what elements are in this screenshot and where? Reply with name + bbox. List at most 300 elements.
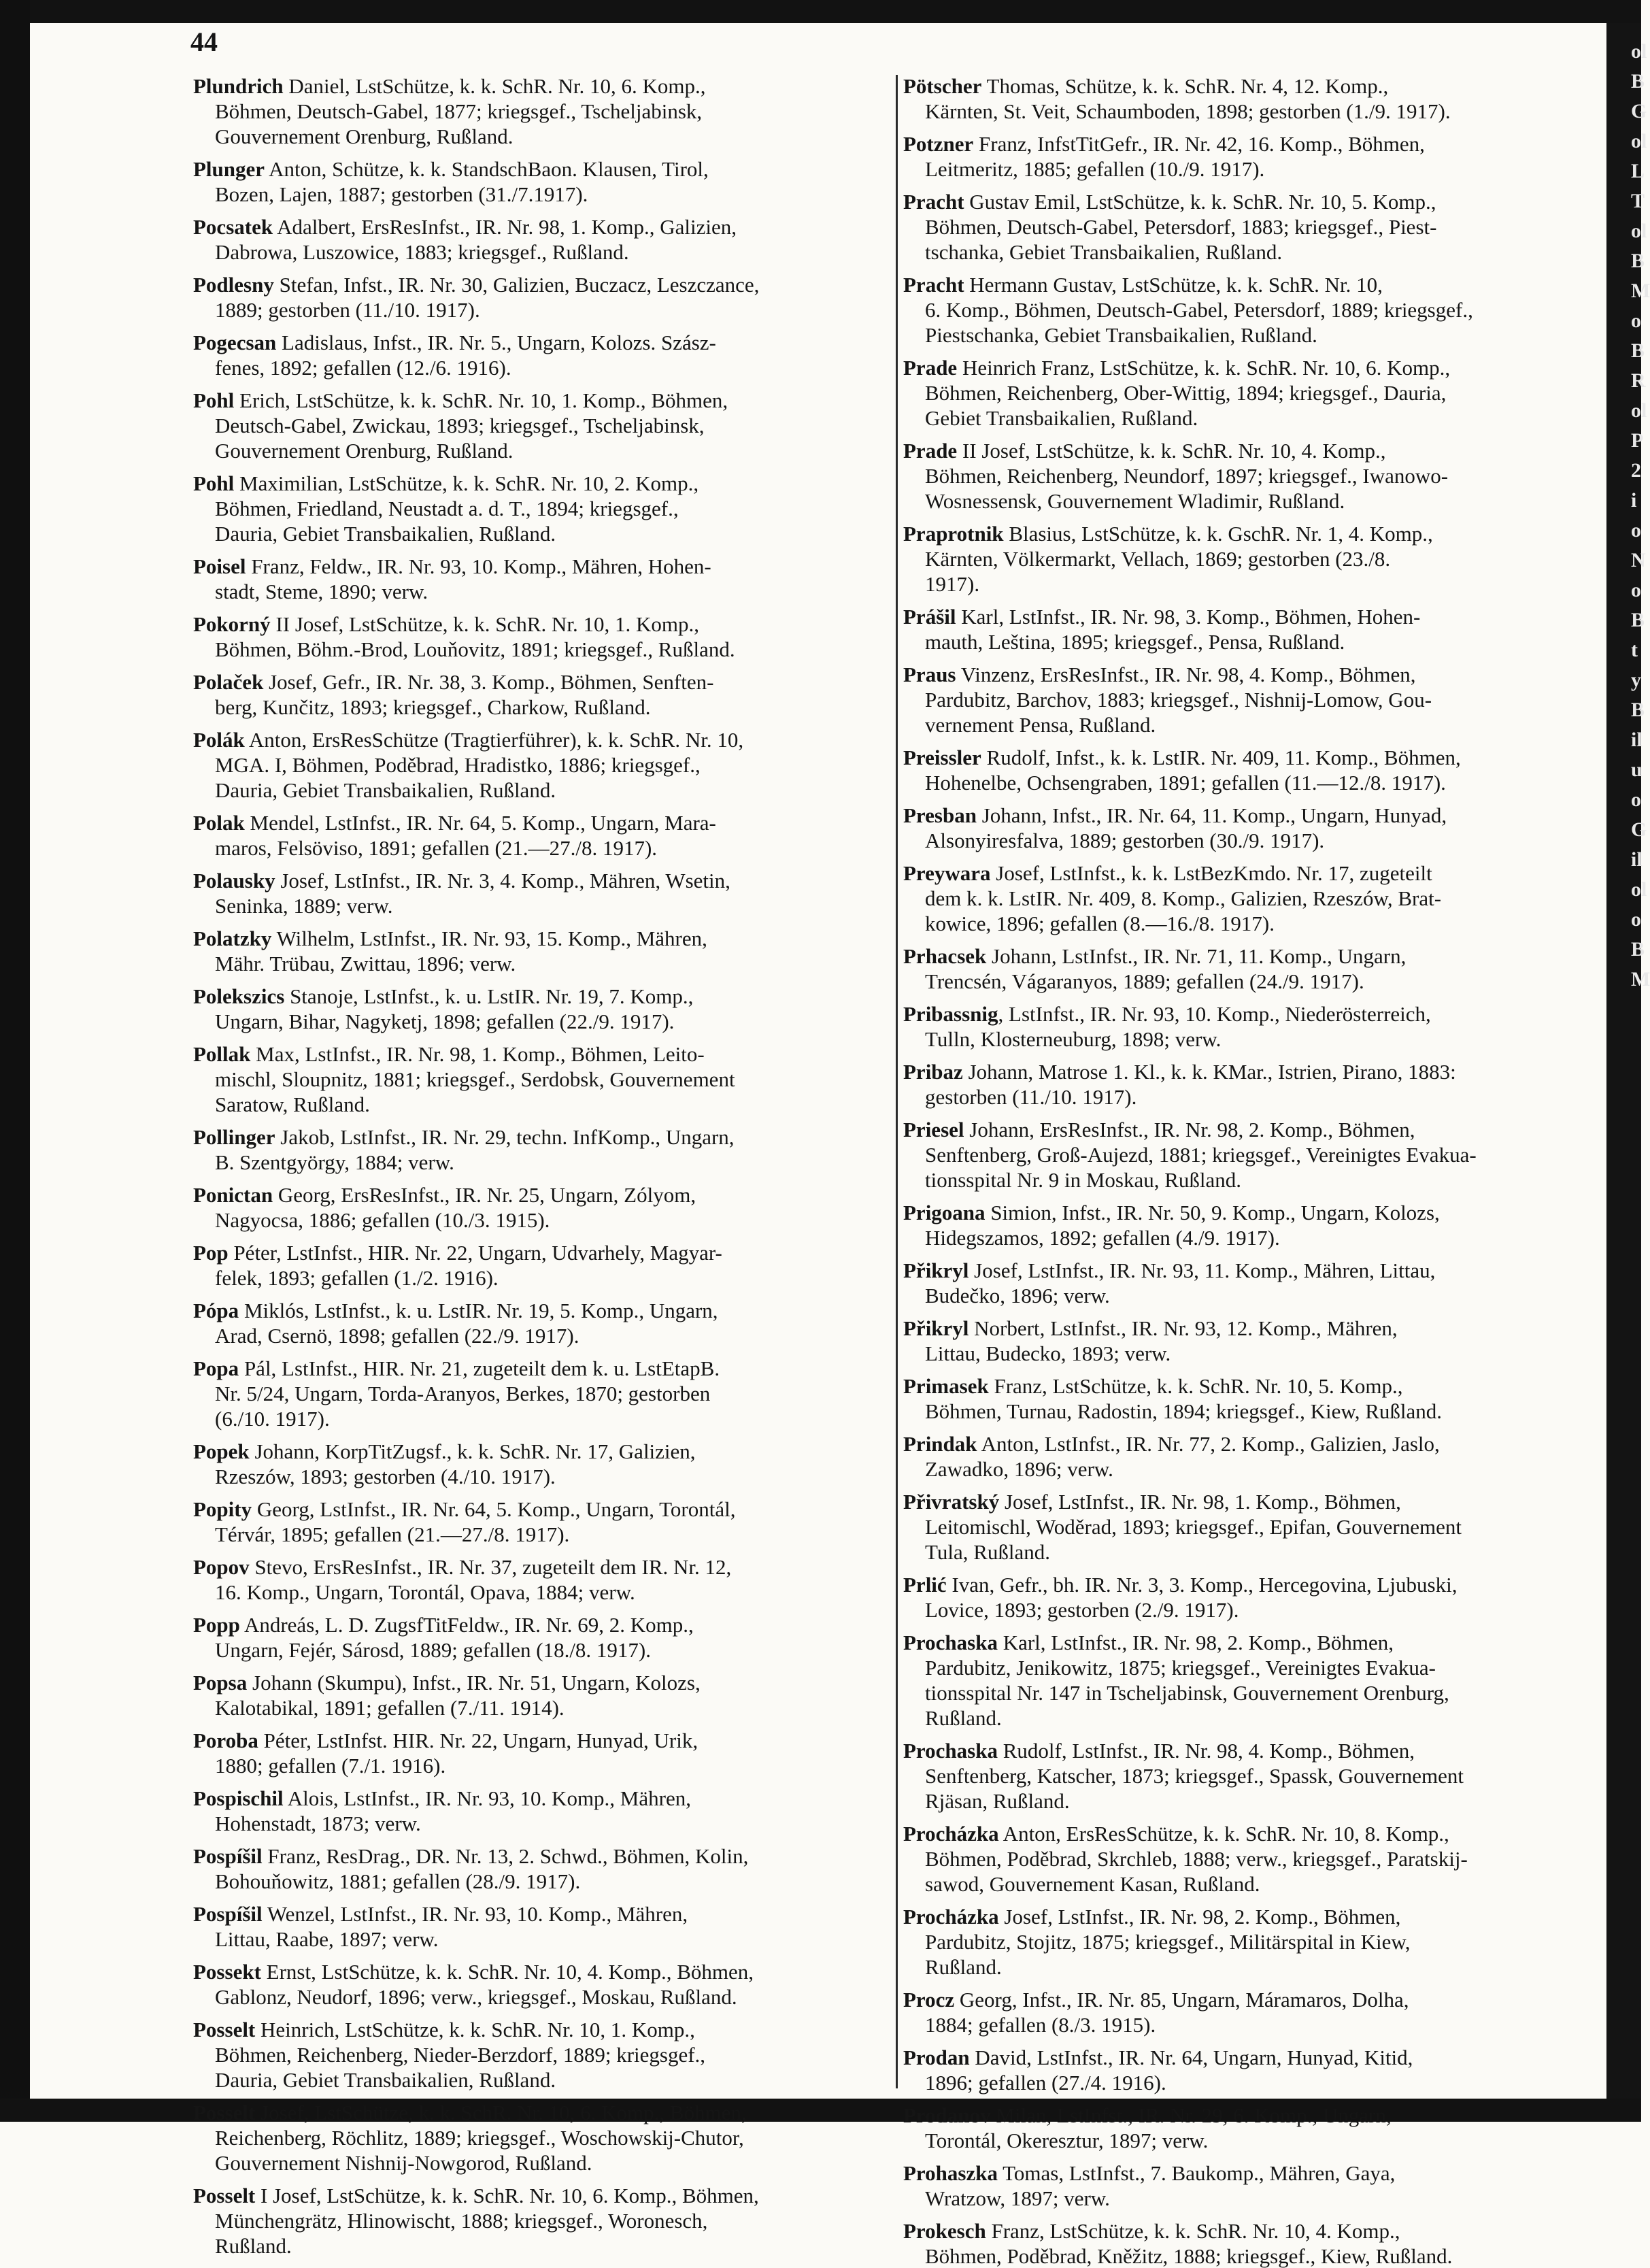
entry-text: Rzeszów, 1893; gestorben (4./10. 1917). — [215, 1465, 556, 1488]
entry-text: Bozen, Lajen, 1887; gestorben (31./7.1917). — [215, 182, 588, 206]
entry-continuation-line — [925, 216, 1600, 239]
entry-surname: Podlesny — [193, 273, 274, 297]
entry-surname: Preywara — [903, 861, 991, 885]
entry-surname: Potzner — [903, 132, 974, 156]
entry-text: Pardubitz, Barchov, 1883; kriegsgef., Nishnij-Lomow, Gou- — [925, 688, 1432, 712]
entry-text: Kalotabikal, 1891; gefallen (7./11. 1914). — [215, 1696, 565, 1720]
entry-surname: Prodan — [903, 2046, 970, 2069]
entry-continuation-line — [215, 2209, 890, 2233]
entry-text: Gablonz, Neudorf, 1896; verw., kriegsgef., Moskau, Rußland. — [215, 1985, 737, 2009]
entry-first-line — [903, 663, 1600, 686]
entry-continuation-line — [925, 631, 1600, 654]
entry-text: 16. Komp., Ungarn, Torontál, Opava, 1884; verw. — [215, 1580, 635, 1604]
entry-text: Ernst, LstSchütze, k. k. SchR. Nr. 10, 4. Komp., Böhmen, — [260, 1960, 754, 1984]
entry-surname: Preissler — [903, 746, 981, 769]
entry-text: Josef, LstSchütze, k. k. SchR. Nr. 10, 6. Komp., Böhmen, — [255, 2101, 747, 2124]
margin-fragment: o — [1631, 579, 1641, 601]
entry-continuation-line — [215, 2069, 890, 2092]
entry-first-line — [193, 1241, 890, 1265]
entry-surname: Popsa — [193, 1671, 248, 1695]
entry-continuation-line — [215, 1324, 890, 1348]
margin-fragment: u — [1631, 758, 1643, 781]
entry-surname: Poisel — [193, 554, 246, 578]
entry-continuation-line — [215, 1068, 890, 1091]
entry-first-line — [193, 613, 890, 636]
entry-surname: Posselt — [193, 2018, 256, 2041]
entry-text: Tula, Rußland. — [925, 1540, 1051, 1564]
entry-surname: Pópa — [193, 1299, 239, 1322]
entry-text: Nr. 5/24, Ungarn, Torda-Aranyos, Berkes, 1870; gestorben — [215, 1382, 711, 1405]
entry-text: 1889; gestorben (11./10. 1917). — [215, 298, 480, 322]
entry-continuation-line — [925, 2071, 1600, 2095]
margin-fragment: il — [1631, 729, 1643, 751]
entry-text: Rußland. — [925, 1955, 1002, 1979]
entry-text: tionsspital Nr. 147 in Tscheljabinsk, Gouvernement Orenburg, — [925, 1681, 1449, 1705]
entry-surname: Primasek — [903, 1374, 989, 1398]
entry-text: Budečko, 1896; verw. — [925, 1284, 1110, 1307]
margin-fragment: G — [1631, 100, 1647, 122]
entry-text: 1917). — [925, 572, 980, 596]
entry-text: Seninka, 1889; verw. — [215, 894, 393, 918]
entry-continuation-line — [925, 548, 1600, 571]
entry-surname: Přivratský — [903, 1490, 1000, 1514]
entry-text: Rußland. — [215, 2234, 292, 2258]
entry-continuation-line — [925, 158, 1600, 181]
entry-continuation-line — [215, 241, 890, 264]
entry-text: Johann, LstInfst., IR. Nr. 71, 11. Komp., Ungarn, — [986, 944, 1407, 968]
entry-text: Böhmen, Turnau, Radostin, 1894; kriegsgef., Kiew, Rußland. — [925, 1399, 1443, 1423]
margin-fragment: o — [1631, 310, 1641, 332]
entry-surname: Praprotnik — [903, 522, 1004, 546]
entry-continuation-line — [215, 1151, 890, 1174]
entry-first-line — [903, 1201, 1600, 1224]
entry-text: Gouvernement Orenburg, Rußland. — [215, 439, 513, 463]
entry-text: Miklós, LstInfst., k. u. LstIR. Nr. 19, 5. Komp., Ungarn, — [239, 1299, 718, 1322]
entry-surname: Prhacsek — [903, 944, 987, 968]
entry-continuation-line — [215, 1581, 890, 1604]
entry-continuation-line — [215, 2044, 890, 2067]
entry-text: Jakob, LstInfst., IR. Nr. 29, techn. InfKomp., Ungarn, — [275, 1125, 735, 1149]
entry-continuation-line — [215, 125, 890, 148]
entry-surname: Presban — [903, 803, 977, 827]
entry-text: berg, Kunčitz, 1893; kriegsgef., Charkow, Rußland. — [215, 695, 651, 719]
entry-first-line — [193, 1614, 890, 1637]
entry-surname: Prášil — [903, 605, 956, 629]
entry-text: , LstInfst., IR. Nr. 93, 10. Komp., Niederösterreich, — [998, 1002, 1431, 1026]
entry-continuation-line — [925, 688, 1600, 712]
entry-continuation-line — [215, 2127, 890, 2150]
entry-text: Böhmen, Poděbrad, Skrchleb, 1888; verw., kriegsgef., Paratskij- — [925, 1847, 1468, 1871]
entry-continuation-line — [925, 324, 1600, 347]
entry-text: II Josef, LstSchütze, k. k. SchR. Nr. 10, 4. Komp., — [957, 439, 1386, 463]
entry-text: Piestschanka, Gebiet Transbaikalien, Rußland. — [925, 323, 1317, 347]
margin-fragment: B — [1631, 609, 1645, 631]
entry-continuation-line — [925, 2245, 1600, 2268]
entry-continuation-line — [925, 1516, 1600, 1539]
entry-text: Torontál, Okeresztur, 1897; verw. — [925, 2129, 1209, 2152]
entry-text: Kärnten, St. Veit, Schaumboden, 1898; gestorben (1./9. 1917). — [925, 99, 1451, 123]
margin-fragment: ol — [1631, 130, 1647, 152]
margin-fragment: B — [1631, 699, 1645, 721]
entry-text: Dauria, Gebiet Transbaikalien, Rußland. — [215, 2068, 556, 2092]
margin-fragment: M — [1631, 280, 1650, 302]
entry-surname: Pollinger — [193, 1125, 275, 1149]
margin-fragment: y — [1631, 669, 1641, 691]
entry-text: Milan, LstInfst., IR. Nr. 29, 6. Komp., Ungarn, — [990, 2103, 1392, 2127]
entry-text: Josef, LstInfst., IR. Nr. 98, 2. Komp., Böhmen, — [998, 1905, 1401, 1929]
entry-first-line — [903, 439, 1600, 463]
entry-first-line — [193, 1961, 890, 1984]
entry-text: Hidegszamos, 1892; gefallen (4./9. 1917). — [925, 1226, 1280, 1250]
entry-first-line — [193, 158, 890, 181]
entry-text: Böhmen, Friedland, Neustadt a. d. T., 1894; kriegsgef., — [215, 497, 679, 520]
entry-text: Pál, LstInfst., HIR. Nr. 21, zugeteilt dem k. u. LstEtapB. — [239, 1356, 720, 1380]
entry-first-line — [903, 1061, 1600, 1084]
entry-surname: Prochaska — [903, 1631, 998, 1654]
entry-text: Stanoje, LstInfst., k. u. LstIR. Nr. 19, 7. Komp., — [284, 984, 694, 1008]
entry-first-line — [193, 2101, 890, 2124]
entry-continuation-line — [925, 1599, 1600, 1622]
entry-continuation-line — [215, 183, 890, 206]
entry-first-line — [193, 1787, 890, 1810]
entry-text: Dabrowa, Luszowice, 1883; kriegsgef., Rußland. — [215, 240, 629, 264]
entry-first-line — [193, 927, 890, 950]
margin-fragment: T — [1631, 190, 1645, 212]
entry-continuation-line — [925, 1284, 1600, 1307]
entry-surname: Procházka — [903, 1822, 999, 1846]
entry-text: gestorben (11./10. 1917). — [925, 1085, 1137, 1109]
entry-text: Anton, LstInfst., IR. Nr. 77, 2. Komp., Galizien, Jaslo, — [977, 1432, 1440, 1456]
entry-first-line — [193, 273, 890, 297]
entry-text: felek, 1893; gefallen (1./2. 1916). — [215, 1266, 499, 1290]
entry-text: 1880; gefallen (7./1. 1916). — [215, 1754, 446, 1778]
entry-text: 6. Komp., Böhmen, Deutsch-Gabel, Petersdorf, 1889; kriegsgef., — [925, 298, 1473, 322]
entry-first-line — [193, 2184, 890, 2207]
entry-text: Bohouňowitz, 1881; gefallen (28./9. 1917). — [215, 1869, 581, 1893]
entry-continuation-line — [215, 1639, 890, 1662]
entry-continuation-line — [925, 1848, 1600, 1871]
entry-text: Pardubitz, Jenikowitz, 1875; kriegsgef., Vereinigtes Evakua- — [925, 1656, 1436, 1680]
entry-surname: Pospíšil — [193, 1844, 263, 1868]
entry-continuation-line — [215, 2152, 890, 2175]
entry-first-line — [903, 804, 1600, 827]
entry-text: Josef, LstInfst., IR. Nr. 93, 11. Komp., Mähren, Littau, — [969, 1258, 1436, 1282]
scan-border-top — [0, 0, 1641, 23]
margin-fragment: ol — [1631, 40, 1647, 63]
entry-text: Wosnessensk, Gouvernement Wladimir, Rußland. — [925, 489, 1345, 513]
entry-text: Rudolf, Infst., k. k. LstIR. Nr. 409, 11. Komp., Böhmen, — [981, 746, 1461, 769]
entry-text: Littau, Raabe, 1897; verw. — [215, 1927, 439, 1951]
entry-surname: Prlić — [903, 1573, 947, 1597]
entry-text: Karl, LstInfst., IR. Nr. 98, 3. Komp., Böhmen, Hohen- — [956, 605, 1421, 629]
entry-text: MGA. I, Böhmen, Poděbrad, Hradistko, 1886; kriegsgef., — [215, 753, 701, 777]
entry-continuation-line — [215, 1465, 890, 1488]
entry-text: Senftenberg, Katscher, 1873; kriegsgef., Spassk, Gouvernement — [925, 1764, 1464, 1788]
entry-text: sawod, Gouvernement Kasan, Rußland. — [925, 1872, 1260, 1896]
entry-continuation-line — [215, 1407, 890, 1431]
entry-text: Heinrich, LstSchütze, k. k. SchR. Nr. 10, 1. Komp., — [255, 2018, 695, 2041]
entry-text: Wilhelm, LstInfst., IR. Nr. 93, 15. Komp., Mähren, — [271, 927, 707, 950]
entry-first-line — [903, 1490, 1600, 1514]
entry-text: Térvár, 1895; gefallen (21.—27./8. 1917). — [215, 1522, 570, 1546]
entry-text: Maximilian, LstSchütze, k. k. SchR. Nr. 10, 2. Komp., — [234, 471, 699, 495]
entry-first-line — [193, 1845, 890, 1868]
entry-text: Péter, LstInfst., HIR. Nr. 22, Ungarn, Udvarhely, Magyar- — [228, 1241, 722, 1265]
entry-first-line — [903, 1988, 1600, 2012]
margin-fragment: o — [1631, 519, 1641, 541]
entry-text: Gouvernement Orenburg, Rußland. — [215, 124, 513, 148]
margin-fragment: L — [1631, 160, 1645, 182]
entry-first-line — [193, 216, 890, 239]
entry-text: Erich, LstSchütze, k. k. SchR. Nr. 10, 1. Komp., Böhmen, — [234, 388, 728, 412]
entry-first-line — [903, 1317, 1600, 1340]
margin-fragment: P — [1631, 429, 1644, 452]
entry-first-line — [903, 75, 1600, 98]
entry-surname: Ponictan — [193, 1183, 273, 1207]
entry-first-line — [903, 862, 1600, 885]
entry-surname: Polák — [193, 728, 245, 752]
entry-surname: Prodanov — [903, 2103, 991, 2127]
entry-surname: Priesel — [903, 1118, 964, 1141]
margin-fragment: ol — [1631, 220, 1647, 242]
entry-continuation-line — [215, 299, 890, 322]
entry-first-line — [193, 1729, 890, 1752]
entry-text: I Josef, LstSchütze, k. k. SchR. Nr. 10, 6. Komp., Böhmen, — [255, 2184, 759, 2207]
entry-continuation-line — [925, 1541, 1600, 1564]
entry-text: mischl, Sloupnitz, 1881; kriegsgef., Serdobsk, Gouvernement — [215, 1067, 735, 1091]
entry-first-line — [193, 1498, 890, 1521]
entry-text: Max, LstInfst., IR. Nr. 98, 1. Komp., Böhmen, Leito- — [250, 1042, 705, 1066]
entry-first-line — [193, 1556, 890, 1579]
entry-first-line — [903, 356, 1600, 380]
entry-first-line — [903, 1003, 1600, 1026]
entry-text: Simion, Infst., IR. Nr. 50, 9. Komp., Ungarn, Kolozs, — [985, 1201, 1440, 1224]
entry-continuation-line — [925, 299, 1600, 322]
entry-continuation-line — [215, 754, 890, 777]
page-number: 44 — [190, 27, 218, 57]
entry-text: tschanka, Gebiet Transbaikalien, Rußland. — [925, 240, 1283, 264]
entry-text: Josef, LstInfst., IR. Nr. 3, 4. Komp., Mähren, Wsetin, — [275, 869, 730, 893]
entry-continuation-line — [215, 1382, 890, 1405]
entry-first-line — [903, 1433, 1600, 1456]
entry-surname: Prigoana — [903, 1201, 986, 1224]
entry-text: Ivan, Gefr., bh. IR. Nr. 3, 3. Komp., Hercegovina, Ljubuski, — [946, 1573, 1458, 1597]
entry-text: Andreás, L. D. ZugsfTitFeldw., IR. Nr. 69, 2. Komp., — [239, 1613, 694, 1637]
entry-continuation-line — [925, 771, 1600, 795]
entry-continuation-line — [925, 1790, 1600, 1813]
entry-continuation-line — [215, 1093, 890, 1116]
entry-continuation-line — [925, 1227, 1600, 1250]
entry-continuation-line — [215, 696, 890, 719]
entry-surname: Pribaz — [903, 1060, 963, 1084]
entry-first-line — [193, 1299, 890, 1322]
entry-surname: Pötscher — [903, 74, 982, 98]
entry-continuation-line — [215, 1010, 890, 1033]
entry-text: Dauria, Gebiet Transbaikalien, Rußland. — [215, 522, 556, 546]
margin-fragment: G — [1631, 818, 1647, 841]
entry-text: David, LstInfst., IR. Nr. 64, Ungarn, Hunyad, Kitid, — [969, 2046, 1413, 2069]
entry-continuation-line — [215, 439, 890, 463]
entry-surname: Popity — [193, 1497, 252, 1521]
adjacent-page-fragments — [1631, 37, 1650, 995]
entry-first-line — [903, 1259, 1600, 1282]
entry-first-line — [193, 1440, 890, 1463]
entry-continuation-line — [925, 1873, 1600, 1896]
entry-surname: Pracht — [903, 273, 964, 297]
entry-text: Daniel, LstSchütze, k. k. SchR. Nr. 10, 6. Komp., — [283, 74, 706, 98]
entry-continuation-line — [215, 1754, 890, 1778]
entry-text: Saratow, Rußland. — [215, 1093, 370, 1116]
entry-text: Böhmen, Böhm.-Brod, Louňovitz, 1891; kriegsgef., Rußland. — [215, 637, 735, 661]
entry-surname: Praus — [903, 663, 956, 686]
entry-surname: Posselt — [193, 2184, 256, 2207]
entry-first-line — [193, 1357, 890, 1380]
entry-continuation-line — [215, 1812, 890, 1835]
entry-first-line — [903, 746, 1600, 769]
entry-text: Johann (Skumpu), Infst., IR. Nr. 51, Ungarn, Kolozs, — [247, 1671, 701, 1695]
entry-text: Rudolf, LstInfst., IR. Nr. 98, 4. Komp., Böhmen, — [997, 1739, 1415, 1763]
entry-text: Péter, LstInfst. HIR. Nr. 22, Ungarn, Hunyad, Urik, — [258, 1729, 698, 1752]
entry-text: Alsonyiresfalva, 1889; gestorben (30./9. 1917). — [925, 829, 1325, 852]
entry-continuation-line — [925, 241, 1600, 264]
entry-text: Anton, ErsResSchütze, k. k. SchR. Nr. 10, 8. Komp., — [998, 1822, 1449, 1846]
entry-surname: Plunger — [193, 157, 265, 181]
entry-surname: Pohl — [193, 388, 235, 412]
entry-text: Tulln, Klosterneuburg, 1898; verw. — [925, 1027, 1222, 1051]
entry-text: Johann, Infst., IR. Nr. 64, 11. Komp., Ungarn, Hunyad, — [976, 803, 1447, 827]
entry-continuation-line — [215, 1209, 890, 1232]
margin-fragment: o — [1631, 788, 1641, 811]
entry-surname: Polak — [193, 811, 245, 835]
entry-continuation-line — [215, 1870, 890, 1893]
entry-text: Norbert, LstInfst., IR. Nr. 93, 12. Komp., Mähren, — [969, 1316, 1398, 1340]
entry-text: Stefan, Infst., IR. Nr. 30, Galizien, Buczacz, Leszczance, — [273, 273, 760, 297]
entry-surname: Polaček — [193, 670, 264, 694]
entry-continuation-line — [925, 1169, 1600, 1192]
entry-first-line — [193, 1903, 890, 1926]
entry-text: B. Szentgyörgy, 1884; verw. — [215, 1150, 454, 1174]
entry-text: Josef, LstInfst., k. k. LstBezKmdo. Nr. 17, zugeteilt — [990, 861, 1432, 885]
margin-fragment: i — [1631, 489, 1637, 512]
entry-text: Arad, Csernö, 1898; gefallen (22./9. 1917). — [215, 1324, 579, 1348]
entry-continuation-line — [215, 356, 890, 380]
entry-continuation-line — [215, 1523, 890, 1546]
entry-text: Franz, LstSchütze, k. k. SchR. Nr. 10, 5. Komp., — [988, 1374, 1403, 1398]
entry-first-line — [193, 555, 890, 578]
entry-text: Gustav Emil, LstSchütze, k. k. SchR. Nr. 10, 5. Komp., — [964, 190, 1436, 214]
entry-first-line — [193, 1671, 890, 1695]
entry-text: tionsspital Nr. 9 in Moskau, Rußland. — [925, 1168, 1241, 1192]
entry-text: Pardubitz, Stojitz, 1875; kriegsgef., Militärspital in Kiew, — [925, 1930, 1411, 1954]
entry-surname: Pospíšil — [193, 1902, 263, 1926]
entry-continuation-line — [925, 2014, 1600, 2037]
entry-first-line — [903, 522, 1600, 546]
entry-text: Ladislaus, Infst., IR. Nr. 5., Ungarn, Kolozs. Szász- — [276, 331, 716, 354]
margin-fragment: N — [1631, 549, 1646, 571]
entry-continuation-line — [925, 1931, 1600, 1954]
entry-text: Franz, Feldw., IR. Nr. 93, 10. Komp., Mähren, Hohen- — [246, 554, 711, 578]
entry-text: Leitomischl, Woděrad, 1893; kriegsgef., Epifan, Gouvernement — [925, 1515, 1462, 1539]
entry-first-line — [903, 2162, 1600, 2185]
entry-text: Anton, ErsResSchütze (Tragtierführer), k. k. SchR. Nr. 10, — [244, 728, 744, 752]
entry-text: Mendel, LstInfst., IR. Nr. 64, 5. Komp., Ungarn, Mara- — [244, 811, 716, 835]
entry-text: Blasius, LstSchütze, k. k. GschR. Nr. 1, 4. Komp., — [1003, 522, 1433, 546]
entry-surname: Pop — [193, 1241, 229, 1265]
entry-continuation-line — [215, 895, 890, 918]
entry-text: Ungarn, Bihar, Nagyketj, 1898; gefallen (22./9. 1917). — [215, 1010, 675, 1033]
entry-text: (6./10. 1917). — [215, 1407, 330, 1431]
entry-text: Heinrich Franz, LstSchütze, k. k. SchR. Nr. 10, 6. Komp., — [957, 356, 1451, 380]
entry-text: Adalbert, ErsResInfst., IR. Nr. 98, 1. Komp., Galizien, — [273, 215, 737, 239]
entry-surname: Prade — [903, 439, 958, 463]
entry-continuation-line — [925, 714, 1600, 737]
entry-continuation-line — [215, 414, 890, 437]
entry-first-line — [903, 2220, 1600, 2243]
entry-continuation-line — [925, 1086, 1600, 1109]
entry-continuation-line — [925, 573, 1600, 596]
entry-surname: Prade — [903, 356, 958, 380]
adjacent-page-strip — [1606, 23, 1650, 2099]
entry-first-line — [193, 812, 890, 835]
entry-text: Anton, Schütze, k. k. StandschBaon. Klausen, Tirol, — [265, 157, 709, 181]
entry-surname: Pokorný — [193, 612, 271, 636]
entry-text: Franz, ResDrag., DR. Nr. 13, 2. Schwd., Böhmen, Kolin, — [262, 1844, 749, 1868]
entry-text: Stevo, ErsResInfst., IR. Nr. 37, zugeteilt dem IR. Nr. 12, — [249, 1555, 732, 1579]
entry-text: Vinzenz, ErsResInfst., IR. Nr. 98, 4. Komp., Böhmen, — [956, 663, 1416, 686]
entry-surname: Poroba — [193, 1729, 258, 1752]
entry-surname: Popov — [193, 1555, 250, 1579]
entry-text: Rjäsan, Rußland. — [925, 1789, 1070, 1813]
entry-text: Johann, Matrose 1. Kl., k. k. KMar., Istrien, Pirano, 1883: — [962, 1060, 1456, 1084]
entry-text: Hohenstadt, 1873; verw. — [215, 1812, 421, 1835]
entry-surname: Pohl — [193, 471, 235, 495]
entry-first-line — [903, 1118, 1600, 1141]
entry-surname: Popa — [193, 1356, 239, 1380]
margin-fragment: B — [1631, 938, 1645, 961]
entry-continuation-line — [925, 887, 1600, 910]
entry-first-line — [193, 331, 890, 354]
entry-continuation-line — [925, 1765, 1600, 1788]
entry-text: Wratzow, 1897; verw. — [925, 2186, 1110, 2210]
entry-text: Josef, LstInfst., IR. Nr. 98, 1. Komp., Böhmen, — [999, 1490, 1401, 1514]
entry-text: stadt, Steme, 1890; verw. — [215, 580, 428, 603]
column-rule — [896, 75, 898, 2088]
entry-first-line — [193, 985, 890, 1008]
entry-continuation-line — [215, 522, 890, 546]
entry-continuation-line — [925, 490, 1600, 513]
entry-surname: Polatzky — [193, 927, 272, 950]
entry-continuation-line — [925, 912, 1600, 935]
margin-fragment: R — [1631, 369, 1646, 392]
entry-text: Franz, InfstTitGefr., IR. Nr. 42, 16. Komp., Böhmen, — [973, 132, 1425, 156]
entry-continuation-line — [925, 1144, 1600, 1167]
entry-first-line — [193, 75, 890, 98]
entry-continuation-line — [215, 580, 890, 603]
entry-text: Wenzel, LstInfst., IR. Nr. 93, 10. Komp., Mähren, — [262, 1902, 688, 1926]
entry-text: 1884; gefallen (8./3. 1915). — [925, 2013, 1156, 2037]
entry-text: Littau, Budecko, 1893; verw. — [925, 1341, 1171, 1365]
entry-text: Mähr. Trübau, Zwittau, 1896; verw. — [215, 952, 516, 975]
entry-surname: Pracht — [903, 190, 964, 214]
entry-text: Senftenberg, Groß-Aujezd, 1881; kriegsgef., Vereinigtes Evakua- — [925, 1143, 1477, 1167]
entry-surname: Pospischil — [193, 1786, 284, 1810]
margin-fragment: B — [1631, 339, 1645, 362]
entry-text: Lovice, 1893; gestorben (2./9. 1917). — [925, 1598, 1239, 1622]
margin-fragment: M — [1631, 968, 1650, 990]
entry-continuation-line — [925, 829, 1600, 852]
entry-text: Hohenelbe, Ochsengraben, 1891; gefallen (11.—12./8. 1917). — [925, 771, 1446, 795]
entry-text: Kärnten, Völkermarkt, Vellach, 1869; gestorben (23./8. — [925, 547, 1391, 571]
